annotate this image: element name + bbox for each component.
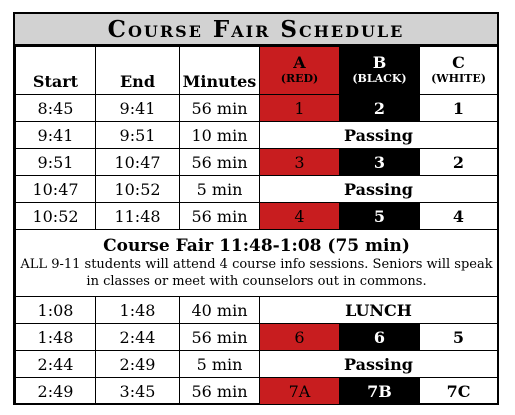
- start-time: 1:08: [16, 297, 96, 324]
- cell-a: 7A: [260, 378, 340, 405]
- start-time: 8:45: [16, 95, 96, 122]
- start-time: 9:51: [16, 149, 96, 176]
- page-title: Course Fair Schedule: [15, 14, 497, 46]
- table-row: [16, 324, 498, 351]
- cell-b: 3: [340, 149, 420, 176]
- cell-b: 6: [340, 324, 420, 351]
- end-time: 2:49: [96, 351, 180, 378]
- start-time: 2:49: [16, 378, 96, 405]
- table-row: [16, 176, 498, 203]
- start-time: 10:52: [16, 203, 96, 230]
- lunch-label: LUNCH: [260, 297, 498, 324]
- course-fair-note: ALL 9-11 students will attend 4 course info sessions. Seniors will speak in classes or meet with counselors out in commons.: [20, 257, 493, 289]
- schedule-table: [15, 46, 498, 405]
- course-fair-cell: [16, 230, 498, 297]
- table-row: [16, 378, 498, 405]
- table-row: [16, 122, 498, 149]
- end-time: 9:51: [96, 122, 180, 149]
- duration: 56 min: [180, 149, 260, 176]
- duration: 56 min: [180, 203, 260, 230]
- header-row: [16, 47, 498, 95]
- cell-b: 7B: [340, 378, 420, 405]
- duration: 56 min: [180, 378, 260, 405]
- end-time: 2:44: [96, 324, 180, 351]
- end-time: 10:52: [96, 176, 180, 203]
- end-time: 9:41: [96, 95, 180, 122]
- end-time: 11:48: [96, 203, 180, 230]
- cell-c: 5: [420, 324, 498, 351]
- duration: 5 min: [180, 351, 260, 378]
- header-minutes: Minutes: [180, 47, 260, 95]
- course-fair-title: Course Fair 11:48-1:08 (75 min): [103, 236, 410, 256]
- cell-c: 7C: [420, 378, 498, 405]
- header-c-white: [420, 47, 498, 95]
- passing-label: Passing: [260, 351, 498, 378]
- header-start: Start: [16, 47, 96, 95]
- duration: 56 min: [180, 324, 260, 351]
- schedule-sheet: [13, 12, 499, 405]
- duration: 56 min: [180, 95, 260, 122]
- table-row: [16, 297, 498, 324]
- header-a-sub: (RED): [280, 71, 319, 85]
- table-row: [16, 351, 498, 378]
- duration: 5 min: [180, 176, 260, 203]
- cell-a: 6: [260, 324, 340, 351]
- cell-c: 1: [420, 95, 498, 122]
- header-a-label: A: [293, 52, 306, 72]
- cell-c: 4: [420, 203, 498, 230]
- header-c-sub: (WHITE): [431, 71, 486, 85]
- table-row: [16, 149, 498, 176]
- cell-c: 2: [420, 149, 498, 176]
- course-fair-row: [16, 230, 498, 297]
- start-time: 1:48: [16, 324, 96, 351]
- header-b-black: [340, 47, 420, 95]
- cell-a: 3: [260, 149, 340, 176]
- header-c-label: C: [452, 52, 465, 72]
- end-time: 3:45: [96, 378, 180, 405]
- passing-label: Passing: [260, 176, 498, 203]
- header-b-sub: (BLACK): [352, 71, 407, 85]
- table-row: [16, 95, 498, 122]
- passing-label: Passing: [260, 122, 498, 149]
- start-time: 9:41: [16, 122, 96, 149]
- cell-b: 2: [340, 95, 420, 122]
- header-a-red: [260, 47, 340, 95]
- cell-a: 4: [260, 203, 340, 230]
- duration: 10 min: [180, 122, 260, 149]
- start-time: 2:44: [16, 351, 96, 378]
- cell-b: 5: [340, 203, 420, 230]
- end-time: 10:47: [96, 149, 180, 176]
- header-end: End: [96, 47, 180, 95]
- start-time: 10:47: [16, 176, 96, 203]
- end-time: 1:48: [96, 297, 180, 324]
- cell-a: 1: [260, 95, 340, 122]
- table-row: [16, 203, 498, 230]
- duration: 40 min: [180, 297, 260, 324]
- header-b-label: B: [372, 52, 387, 72]
